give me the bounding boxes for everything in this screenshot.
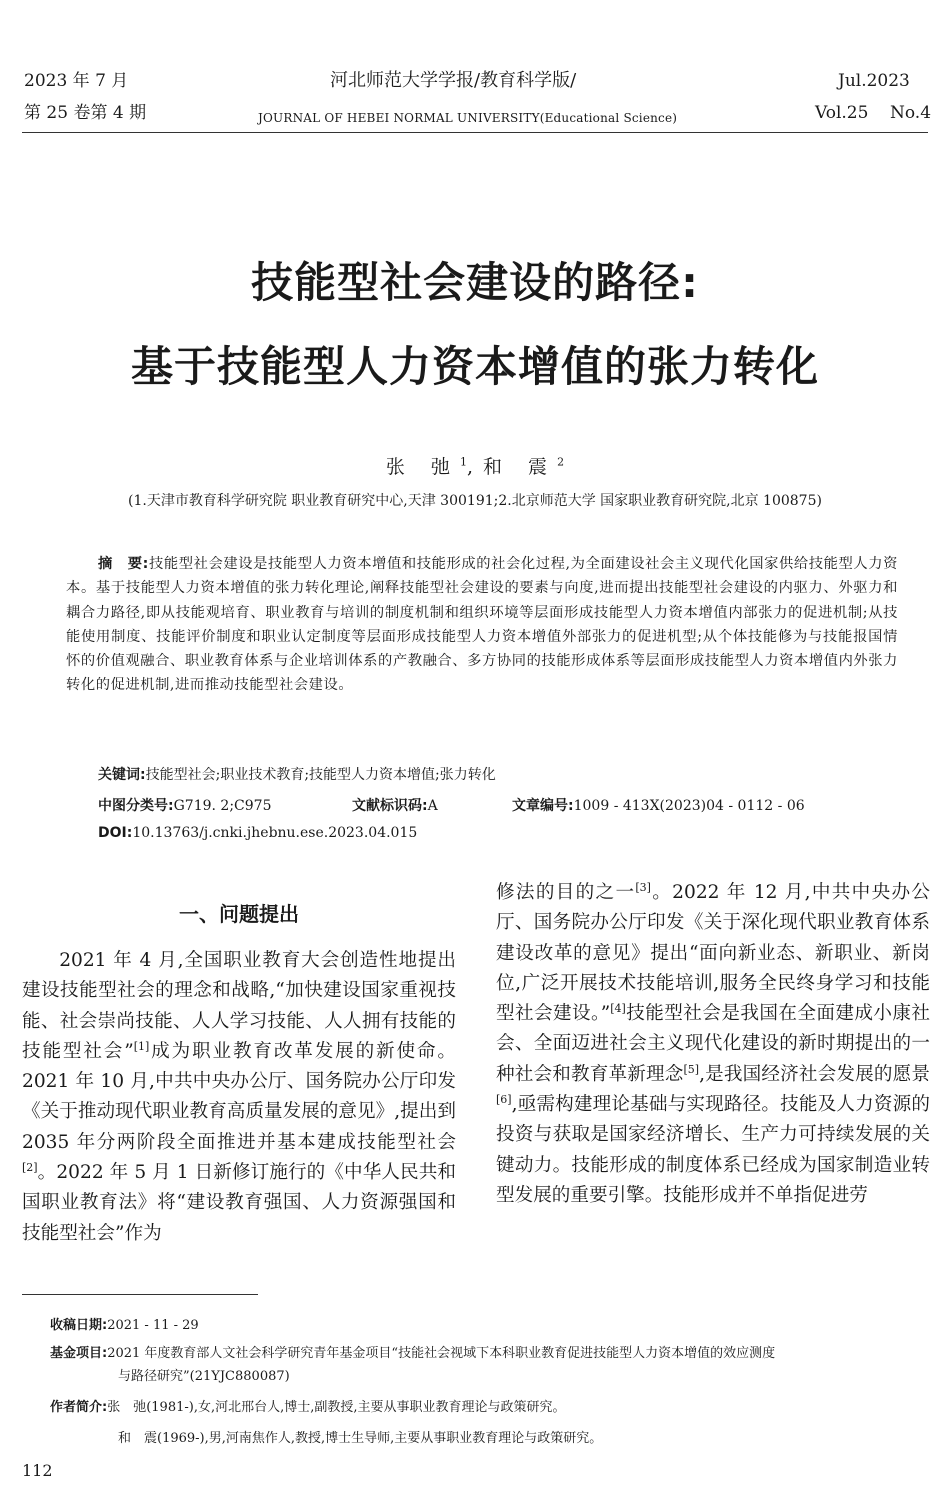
paragraph-1: 2021 年 4 月,全国职业教育大会创造性地提出建设技能型社会的理念和战略,“加快建设国家重视技能、社会崇尚技能、人人学习技能、人人拥有技能的技能型社会”[1]成为职业教育改革发展的新使命。2021 年 10 月,中共中央办公厅、国务院办公厅印发《关于推动现代职业教育高质量发展的意见》,提出到 2035 年分两阶段全面推进并基本建成技能型社会[2]。2022 年 5 月 1 日新修订施行的《中华人民共和国职业教育法》将“建设教育强国、人力资源强国和技能型社会”作为 — [22, 950, 456, 1244]
doc-code-label: 文献标识码: — [352, 798, 428, 814]
abstract — [66, 552, 898, 698]
section-heading: 一、问题提出 — [179, 902, 299, 926]
author-bio-label: 作者简介: — [50, 1400, 108, 1415]
author-separator: , — [466, 456, 484, 478]
clc-value: G719. 2;C975 — [173, 798, 272, 814]
doi-value: 10.13763/j.cnki.jhebnu.ese.2023.04.015 — [132, 825, 418, 841]
article-title-line2: 基于技能型人力资本增值的张力转化 — [130, 342, 819, 391]
doi — [98, 825, 417, 841]
header-journal-en: JOURNAL OF HEBEI NORMAL UNIVERSITY(Educational Science) — [258, 111, 678, 125]
citation-3: [3] — [635, 880, 651, 894]
author-2: 和 震 — [483, 456, 558, 478]
keywords — [98, 764, 496, 784]
left-column — [22, 890, 456, 1249]
abstract-text: 技能型社会建设是技能型人力资本增值和技能形成的社会化过程,为全面建设社会主义现代化国家供给技能型人力资本。基于技能型人力资本增值的张力转化理论,阐释技能型社会建设的要素与向度,进而提出技能型社会建设的内驱力、外驱力和耦合力路径,即从技能观培育、职业教育与培训的制度机制和组织环境等层面形成技能型人力资本增值内部张力的促进机制;从技能使用制度、技能评价制度和职业认定制度等层面形成技能型人力资本增值外部张力的促进机型;从个体技能修为与技能报国情怀的价值观融合、职业教育体系与企业培训体系的产教融合、多方协同的技能形成体系等层面形成技能型人力资本增值内外张力转化的促进机制,进而推动技能型社会建设。 — [66, 556, 898, 694]
fund-label: 基金项目: — [50, 1346, 108, 1361]
paragraph-1-continued: 修法的目的之一[3]。2022 年 12 月,中共中央办公厅、国务院办公厅印发《关于深化现代职业教育体系建设改革的意见》提出“面向新业态、新职业、新岗位,广泛开展技术技能培训,服务全民终身学习和技能型社会建设。”[4]技能型社会是我国在全面建成小康社会、全面迈进社会主义现代化建设的新时期提出的一种社会和教育革新理念[5],是我国经济社会发展的愿景[6],亟需构建理论基础与实现路径。技能及人力资源的投资与获取是国家经济增长、生产力可持续发展的关键动力。技能形成的制度体系已经成为国家制造业转型发展的重要引擎。技能形成并不单指促进劳 — [496, 880, 930, 1206]
author-bio-1: 张 弛(1981-),女,河北邢台人,博士,副教授,主要从事职业教育理论与政策研究。 — [107, 1400, 566, 1415]
affiliation: (1.天津市教育科学研究院 职业教育研究中心,天津 300191;2.北京师范大学 国家职业教育研究院,北京 100875) — [128, 493, 822, 509]
author-1-affil-mark: 1 — [459, 455, 467, 469]
footnote-received — [50, 1315, 199, 1337]
fund-line1: 2021 年度教育部人文社会科学研究青年基金项目“技能社会视域下本科职业教育促进技能型人力资本增值的效应测度 — [107, 1346, 776, 1361]
keywords-label: 关键词: — [98, 767, 146, 783]
article-number — [512, 795, 805, 815]
header-rule — [22, 132, 928, 133]
doi-label: DOI: — [98, 825, 133, 841]
citation-4: [4] — [610, 1002, 626, 1015]
article-number-label: 文章编号: — [512, 798, 574, 814]
header-date-en: Jul.2023 — [838, 71, 910, 91]
author-1: 张 弛 — [385, 456, 460, 478]
citation-1: [1] — [133, 1039, 150, 1053]
doc-code-value: A — [427, 798, 438, 814]
right-column — [496, 878, 930, 1211]
header-issue-cn: 第 25 卷第 4 期 — [24, 103, 147, 123]
header-journal-cn: 河北师范大学学报/教育科学版/ — [330, 70, 577, 91]
abstract-label: 摘 要: — [98, 556, 149, 572]
received-value: 2021 - 11 - 29 — [107, 1318, 199, 1333]
author-line — [0, 452, 950, 479]
clc-number — [98, 795, 271, 815]
keywords-text: 技能型社会;职业技术教育;技能型人力资本增值;张力转化 — [145, 767, 496, 783]
footnote-fund — [50, 1343, 775, 1365]
header-no-en: No.4 — [890, 103, 932, 123]
footnote-author-bio — [50, 1397, 566, 1419]
citation-6: [6] — [496, 1092, 512, 1106]
author-2-affil-mark: 2 — [557, 455, 565, 469]
citation-2: [2] — [22, 1160, 38, 1174]
header-date-cn: 2023 年 7 月 — [24, 71, 129, 91]
document-code — [352, 795, 438, 815]
citation-5: [5] — [683, 1062, 700, 1076]
header-vol-en: Vol.25 — [815, 103, 869, 123]
article-title-line1: 技能型社会建设的路径: — [251, 258, 699, 307]
clc-label: 中图分类号: — [98, 798, 174, 814]
footnote-rule — [22, 1294, 258, 1295]
received-label: 收稿日期: — [50, 1318, 108, 1333]
author-bio-2: 和 震(1969-),男,河南焦作人,教授,博士生导师,主要从事职业教育理论与政策研究。 — [118, 1431, 603, 1446]
fund-line2: 与路径研究”(21YJC880087) — [118, 1369, 290, 1384]
page-number: 112 — [22, 1461, 53, 1480]
article-number-value: 1009 - 413X(2023)04 - 0112 - 06 — [573, 798, 805, 814]
